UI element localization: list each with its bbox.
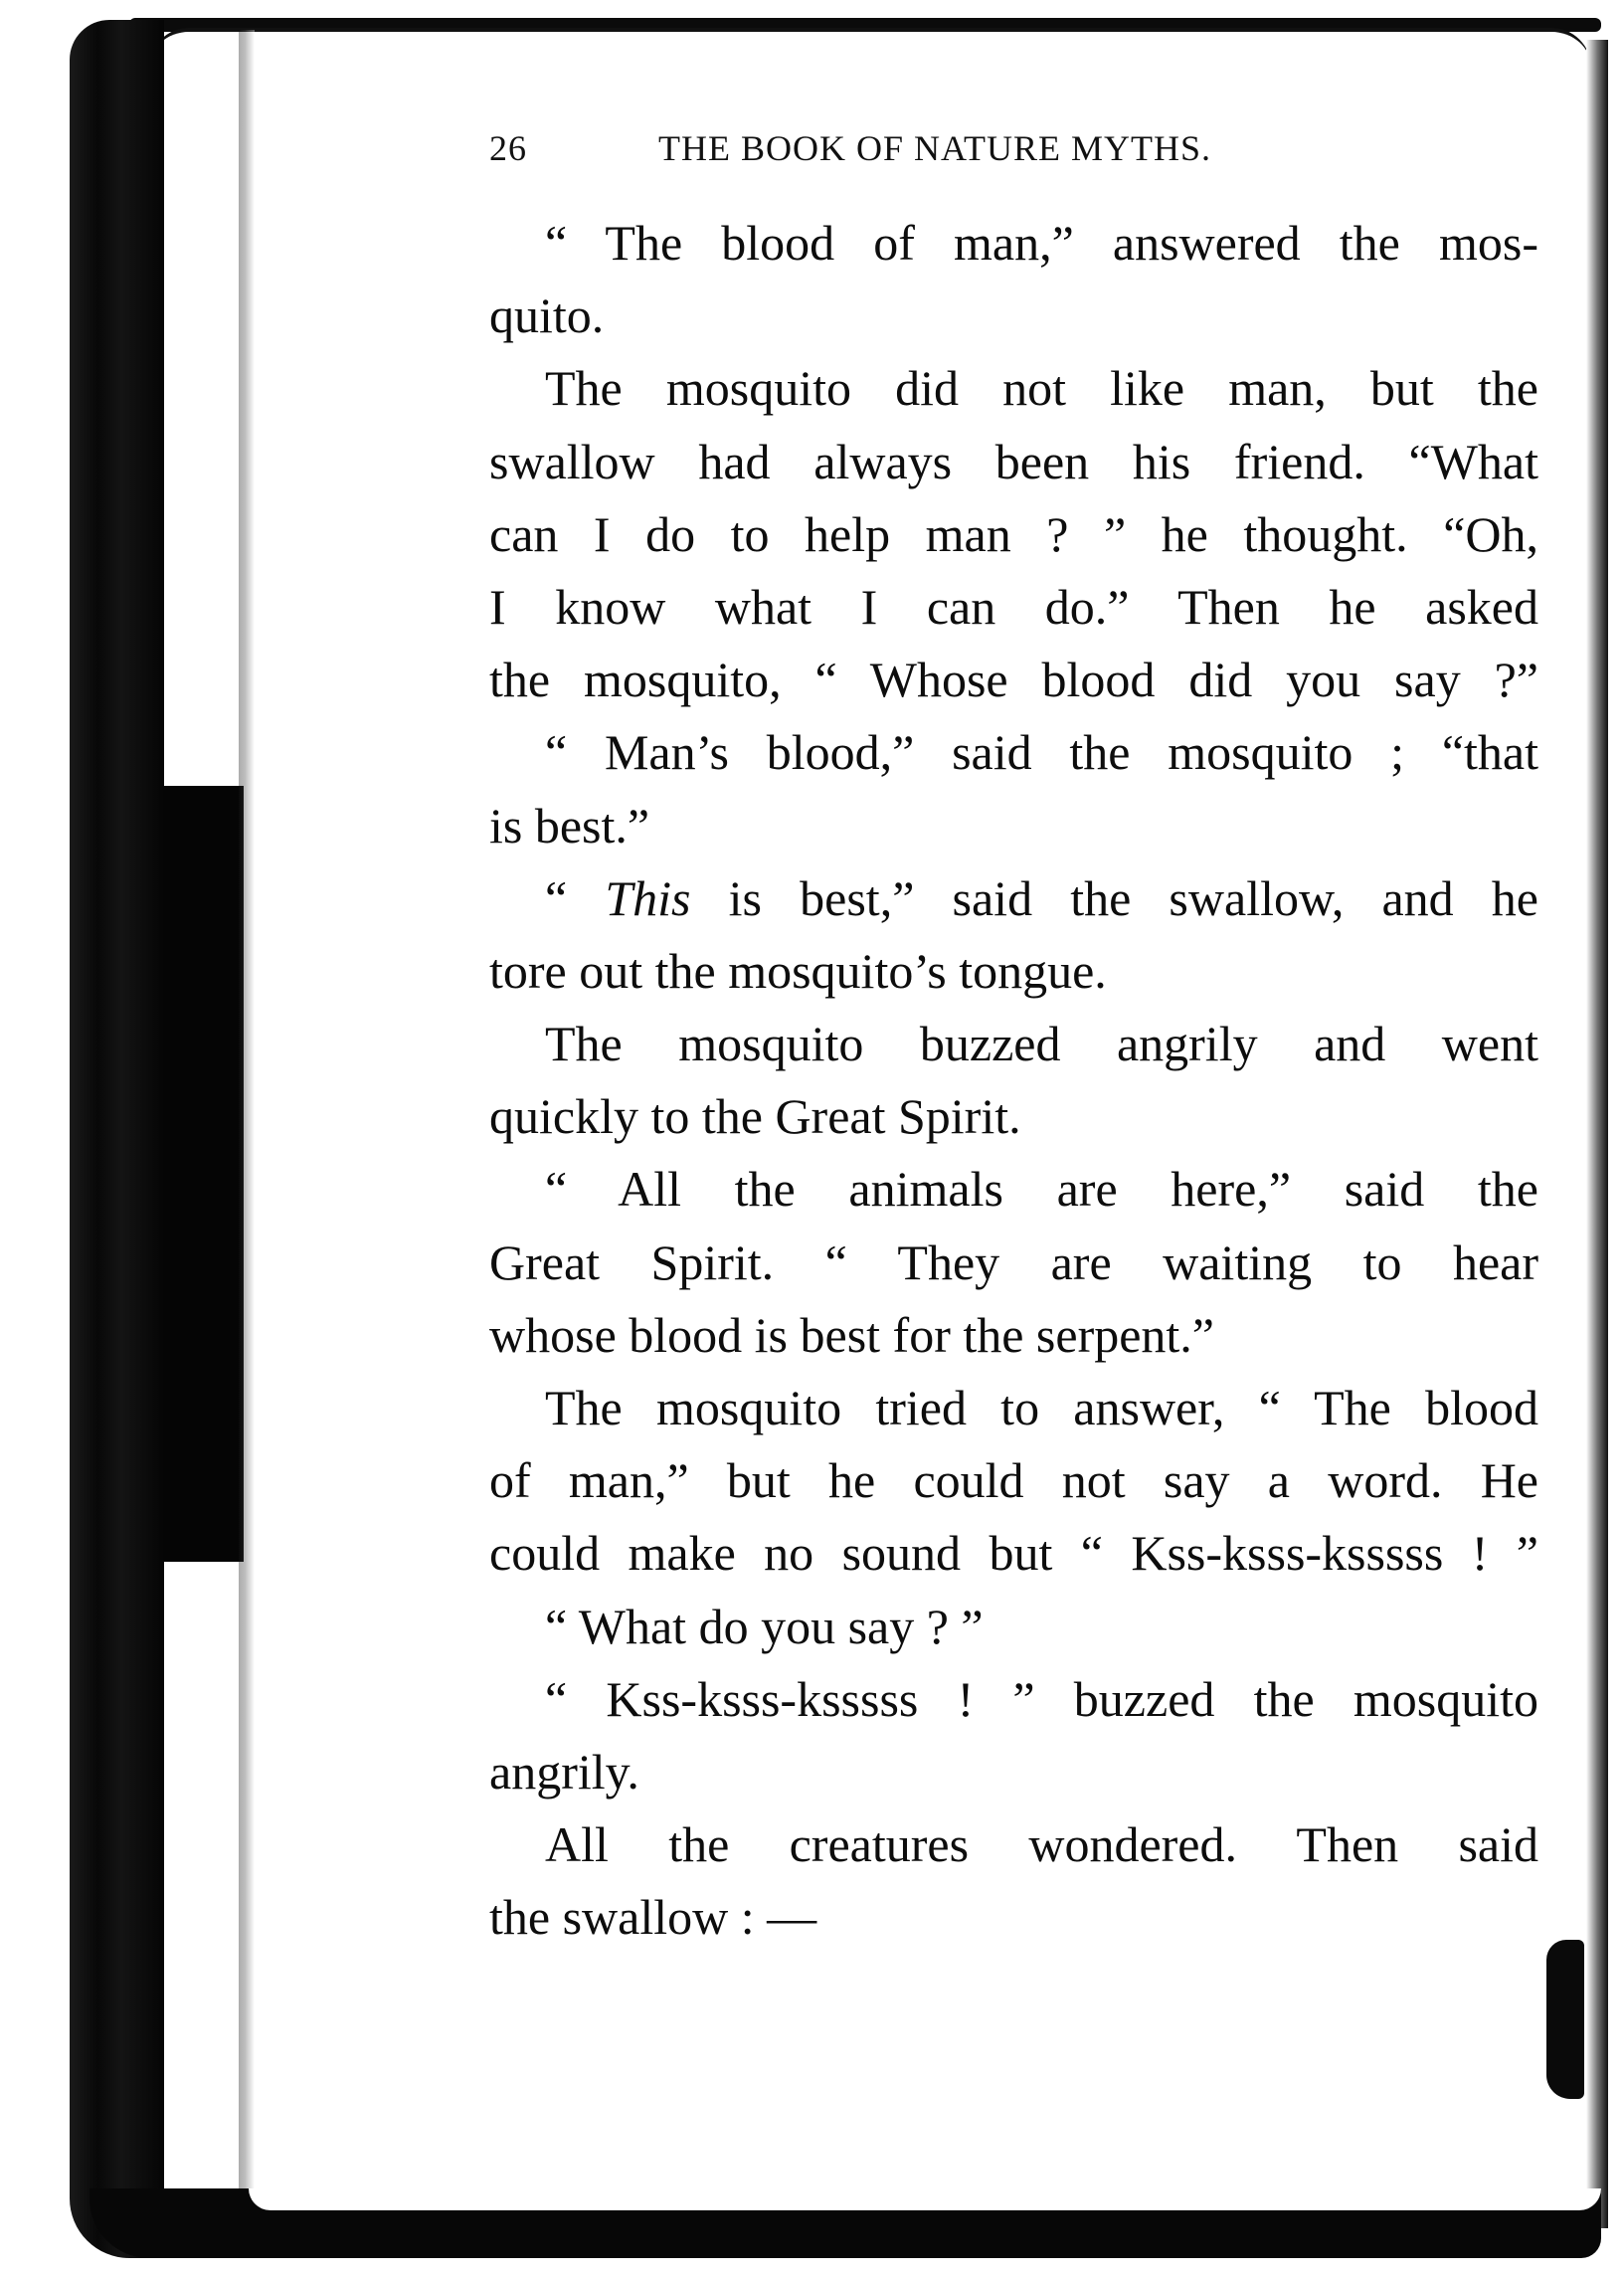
quote-open: “: [545, 869, 606, 926]
book-spine-shadow: [70, 20, 164, 2258]
text-line: Great Spirit. “ They are waiting to hear: [489, 1233, 1538, 1290]
running-header: [489, 127, 1484, 169]
running-title: THE BOOK OF NATURE MYTHS.: [658, 128, 1212, 168]
text-line: the mosquito, “ Whose blood did you say ?”: [489, 652, 1538, 708]
text-line: could make no sound but “ Kss-ksss-ksssss ! ”: [489, 1525, 1538, 1582]
right-edge-blot: [1546, 1940, 1584, 2099]
text-line-with-italic: [489, 862, 1538, 935]
italic-word: This: [605, 869, 691, 926]
text-line: “ The blood of man,” answered the mos-: [545, 215, 1538, 271]
text-line: angrily.: [489, 1743, 639, 1800]
text-line: The mosquito tried to answer, “ The blood: [545, 1380, 1538, 1435]
text-line: I know what I can do.” Then he asked: [489, 578, 1538, 635]
text-line: “ What do you say ? ”: [545, 1598, 984, 1654]
page-top-border: [149, 28, 1591, 72]
page-bottom-curve: [249, 2188, 1601, 2210]
text-line: The mosquito buzzed angrily and went: [545, 1016, 1538, 1072]
text-line: whose blood is best for the serpent.”: [489, 1306, 1215, 1363]
text-line: “ All the animals are here,” said the: [545, 1161, 1538, 1218]
text-line: of man,” but he could not say a word. He: [489, 1452, 1538, 1509]
gutter-shadow: [239, 30, 255, 2228]
text-line: swallow had always been his friend. “What: [489, 433, 1538, 489]
right-page-edge: [1586, 40, 1608, 2228]
text-line: quito.: [489, 287, 605, 344]
body-text: [489, 207, 1538, 1955]
text-line: All the creatures wondered. Then said: [545, 1816, 1538, 1873]
text-line: is best.”: [489, 797, 650, 854]
text-line: quickly to the Great Spirit.: [489, 1088, 1021, 1145]
text-line: tore out the mosquito’s tongue.: [489, 942, 1107, 999]
line-remainder: is best,” said the swallow, and he: [690, 869, 1538, 926]
text-line: “ Man’s blood,” said the mosquito ; “that: [545, 724, 1538, 781]
text-line: “ Kss-ksss-ksssss ! ” buzzed the mosquito: [545, 1670, 1538, 1727]
text-line: The mosquito did not like man, but the: [545, 360, 1538, 417]
text-line: the swallow : —: [489, 1889, 817, 1946]
binding-dark-patch: [164, 786, 244, 1562]
text-line: can I do to help man ? ” he thought. “Oh,: [489, 505, 1538, 562]
page-number: 26: [489, 128, 527, 168]
